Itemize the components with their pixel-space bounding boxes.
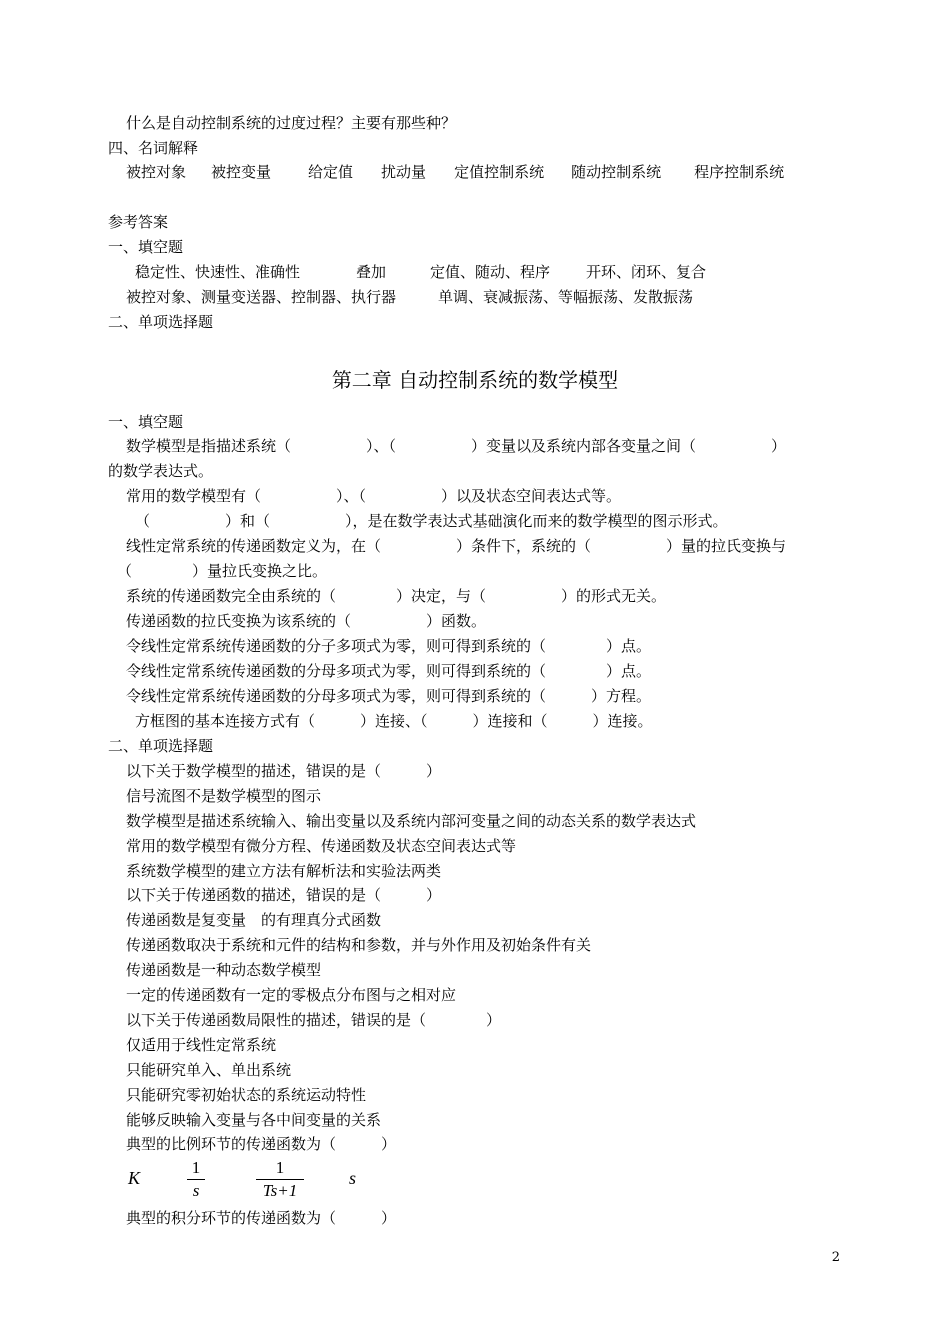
answer-item: 开环、闭环、复合 — [586, 263, 707, 281]
option-1-over-ts-plus-1 — [256, 1158, 304, 1201]
fill-item: 令线性定常系统传递函数的分母多项式为零，则可得到系统的（ ）点。 — [126, 662, 652, 680]
section-heading: 一、填空题 — [108, 413, 184, 431]
option-1-over-s — [187, 1158, 205, 1201]
fill-item: 系统的传递函数完全由系统的（ ）决定，与（ ）的形式无关。 — [126, 587, 667, 605]
choice-option: 传递函数是复变量 的有理真分式函数 — [126, 911, 382, 929]
option-k: K — [128, 1168, 141, 1188]
fraction-denominator: s — [192, 1181, 200, 1200]
fill-item: 传递函数的拉氏变换为该系统的（ ）函数。 — [126, 612, 487, 630]
fill-item: 的数学表达式。 — [108, 462, 214, 480]
choice-option: 只能研究单入、单出系统 — [126, 1061, 292, 1079]
answer-row — [126, 287, 693, 307]
choice-option: 能够反映输入变量与各中间变量的关系 — [126, 1111, 382, 1129]
fill-item: 方框图的基本连接方式有（ ）连接、（ ）连接和（ ）连接。 — [135, 712, 653, 730]
term: 定值控制系统 — [454, 163, 545, 181]
section-heading: 二、单项选择题 — [108, 313, 214, 331]
fraction-numerator: 1 — [191, 1158, 201, 1177]
choice-question: 以下关于数学模型的描述，错误的是（ ） — [126, 762, 442, 780]
answers-heading: 参考答案 — [108, 213, 169, 231]
answer-row — [135, 262, 706, 282]
fill-item: 令线性定常系统传递函数的分子多项式为零，则可得到系统的（ ）点。 — [126, 637, 652, 655]
fill-item: 令线性定常系统传递函数的分母多项式为零，则可得到系统的（ ）方程。 — [126, 687, 652, 705]
fill-item: 数学模型是指描述系统（ ）、（ ）变量以及系统内部各变量之间（ ） — [126, 437, 787, 455]
question-text: 什么是自动控制系统的过度过程？主要有那些种？ — [126, 114, 457, 132]
choice-option: 只能研究零初始状态的系统运动特性 — [126, 1086, 367, 1104]
section-heading: 二、单项选择题 — [108, 737, 214, 755]
section-heading: 四、名词解释 — [108, 139, 199, 157]
option-s: s — [349, 1168, 357, 1188]
choice-option: 仅适用于线性定常系统 — [126, 1036, 277, 1054]
choice-option: 信号流图不是数学模型的图示 — [126, 787, 322, 805]
answer-item: 稳定性、快速性、准确性 — [135, 263, 301, 281]
term: 随动控制系统 — [571, 163, 662, 181]
choice-question: 典型的积分环节的传递函数为（ ） — [126, 1209, 397, 1227]
fraction-bar — [256, 1179, 304, 1180]
term: 给定值 — [308, 163, 354, 181]
fill-item: （ ）和（ ），是在数学表达式基础演化而来的数学模型的图示形式。 — [135, 512, 728, 530]
fraction-bar — [187, 1179, 205, 1180]
terms-row — [126, 162, 784, 182]
answer-item: 叠加 — [356, 263, 387, 281]
page-number: 2 — [831, 1250, 840, 1265]
choice-option: 传递函数是一种动态数学模型 — [126, 961, 322, 979]
answer-item: 被控对象、测量变送器、控制器、执行器 — [126, 288, 397, 306]
choice-question: 以下关于传递函数局限性的描述，错误的是（ ） — [126, 1011, 502, 1029]
section-heading: 一、填空题 — [108, 238, 184, 256]
choice-option: 系统数学模型的建立方法有解析法和实验法两类 — [126, 862, 442, 880]
fill-item: （ ）量拉氏变换之比。 — [117, 562, 328, 580]
choice-question: 典型的比例环节的传递函数为（ ） — [126, 1135, 397, 1153]
answer-item: 单调、衰减振荡、等幅振荡、发散振荡 — [438, 288, 694, 306]
term: 扰动量 — [381, 163, 427, 181]
fraction-numerator: 1 — [275, 1158, 285, 1177]
term: 被控变量 — [211, 163, 272, 181]
fill-item: 常用的数学模型有（ ）、（ ）以及状态空间表达式等。 — [126, 487, 622, 505]
fraction-denominator: Ts+1 — [262, 1181, 298, 1200]
choice-question: 以下关于传递函数的描述，错误的是（ ） — [126, 886, 442, 904]
answer-item: 定值、随动、程序 — [430, 263, 551, 281]
term: 被控对象 — [126, 163, 187, 181]
choice-option: 数学模型是描述系统输入、输出变量以及系统内部河变量之间的动态关系的数学表达式 — [126, 812, 697, 830]
choice-option: 常用的数学模型有微分方程、传递函数及状态空间表达式等 — [126, 837, 517, 855]
term: 程序控制系统 — [694, 163, 785, 181]
choice-option: 一定的传递函数有一定的零极点分布图与之相对应 — [126, 986, 457, 1004]
choice-option: 传递函数取决于系统和元件的结构和参数，并与外作用及初始条件有关 — [126, 936, 592, 954]
chapter-title: 第二章 自动控制系统的数学模型 — [331, 368, 619, 392]
fill-item: 线性定常系统的传递函数定义为，在（ ）条件下，系统的（ ）量的拉氏变换与 — [126, 537, 787, 555]
